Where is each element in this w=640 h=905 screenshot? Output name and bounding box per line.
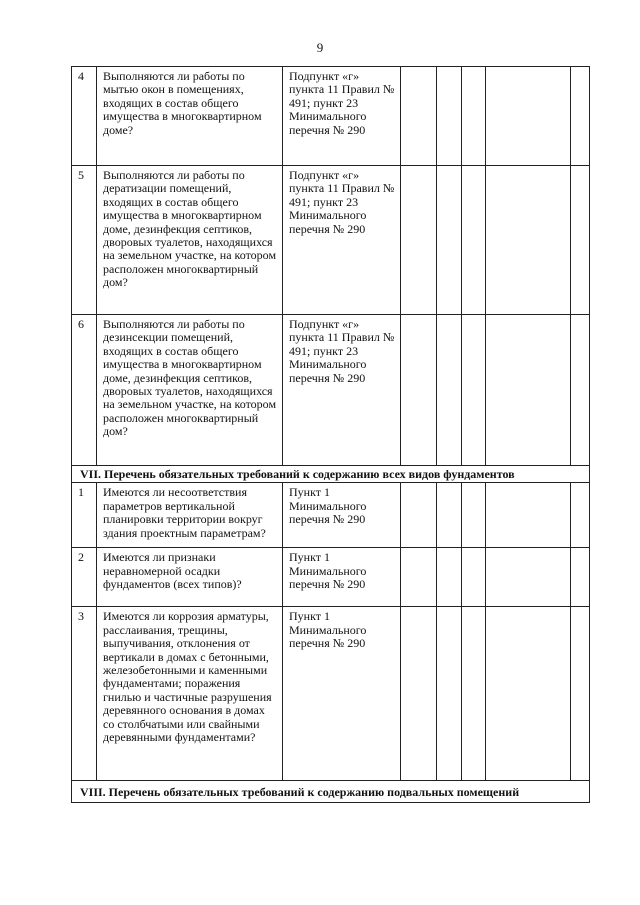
note-cell[interactable] [486, 315, 571, 466]
reference-text: Пункт 1 Минимального перечня № 290 [283, 607, 401, 781]
note-cell[interactable] [486, 483, 571, 548]
row-number: 2 [72, 548, 97, 607]
row-number: 4 [72, 67, 97, 166]
answer-no-cell[interactable] [437, 315, 462, 466]
answer-na-cell[interactable] [462, 607, 486, 781]
answer-no-cell[interactable] [437, 607, 462, 781]
answer-yes-cell[interactable] [401, 607, 437, 781]
answer-na-cell[interactable] [462, 548, 486, 607]
extra-cell[interactable] [571, 67, 590, 166]
extra-cell[interactable] [571, 315, 590, 466]
reference-text: Подпункт «г» пункта 11 Правил № 491; пункт 23 Минимального перечня № 290 [283, 166, 401, 315]
answer-yes-cell[interactable] [401, 166, 437, 315]
table-row [72, 166, 590, 315]
reference-text: Подпункт «г» пункта 11 Правил № 491; пункт 23 Минимального перечня № 290 [283, 67, 401, 166]
note-cell[interactable] [486, 607, 571, 781]
table-row [72, 483, 590, 548]
answer-yes-cell[interactable] [401, 67, 437, 166]
table-row [72, 548, 590, 607]
section-viii-title: VIII. Перечень обязательных требований к содержанию подвальных помещений [72, 781, 590, 803]
answer-yes-cell[interactable] [401, 315, 437, 466]
row-number: 3 [72, 607, 97, 781]
question-text: Имеются ли коррозия арматуры, расслаивания, трещины, выпучивания, отклонения от вертикали в домах с бетонными, железобетонными и каменными фундаментами; поражения гнилью и частичные разрушения деревянного основания в домах со столбчатыми или свайными деревянными фундаментами? [97, 607, 283, 781]
answer-yes-cell[interactable] [401, 483, 437, 548]
table-row [72, 607, 590, 781]
answer-no-cell[interactable] [437, 166, 462, 315]
reference-text: Пункт 1 Минимального перечня № 290 [283, 483, 401, 548]
requirements-table [71, 66, 590, 803]
table-row [72, 67, 590, 166]
reference-text: Пункт 1 Минимального перечня № 290 [283, 548, 401, 607]
extra-cell[interactable] [571, 548, 590, 607]
row-number: 5 [72, 166, 97, 315]
section-vii-title: VII. Перечень обязательных требований к содержанию всех видов фундаментов [72, 466, 590, 483]
answer-na-cell[interactable] [462, 67, 486, 166]
answer-no-cell[interactable] [437, 483, 462, 548]
page-number: 9 [316, 40, 324, 55]
question-text: Выполняются ли работы по дератизации помещений, входящих в состав общего имущества в многоквартирном доме, дезинфекция септиков, дворовых туалетов, находящихся на земельном участке, на котором расположен многоквартирный дом? [97, 166, 283, 315]
answer-na-cell[interactable] [462, 483, 486, 548]
extra-cell[interactable] [571, 483, 590, 548]
answer-no-cell[interactable] [437, 548, 462, 607]
answer-no-cell[interactable] [437, 67, 462, 166]
extra-cell[interactable] [571, 607, 590, 781]
question-text: Имеются ли несоответствия параметров вертикальной планировки территории вокруг здания проектным параметрам? [97, 483, 283, 548]
answer-na-cell[interactable] [462, 166, 486, 315]
question-text: Выполняются ли работы по дезинсекции помещений, входящих в состав общего имущества в многоквартирном доме, дезинфекция септиков, дворовых туалетов, находящихся на земельном участке, на котором расположен многоквартирный дом? [97, 315, 283, 466]
reference-text: Подпункт «г» пункта 11 Правил № 491; пункт 23 Минимального перечня № 290 [283, 315, 401, 466]
note-cell[interactable] [486, 548, 571, 607]
row-number: 6 [72, 315, 97, 466]
answer-na-cell[interactable] [462, 315, 486, 466]
question-text: Имеются ли признаки неравномерной осадки фундаментов (всех типов)? [97, 548, 283, 607]
extra-cell[interactable] [571, 166, 590, 315]
note-cell[interactable] [486, 166, 571, 315]
note-cell[interactable] [486, 67, 571, 166]
section-heading-row [72, 781, 590, 803]
section-heading-row [72, 466, 590, 483]
question-text: Выполняются ли работы по мытью окон в помещениях, входящих в состав общего имущества в многоквартирном доме? [97, 67, 283, 166]
row-number: 1 [72, 483, 97, 548]
table-row [72, 315, 590, 466]
answer-yes-cell[interactable] [401, 548, 437, 607]
